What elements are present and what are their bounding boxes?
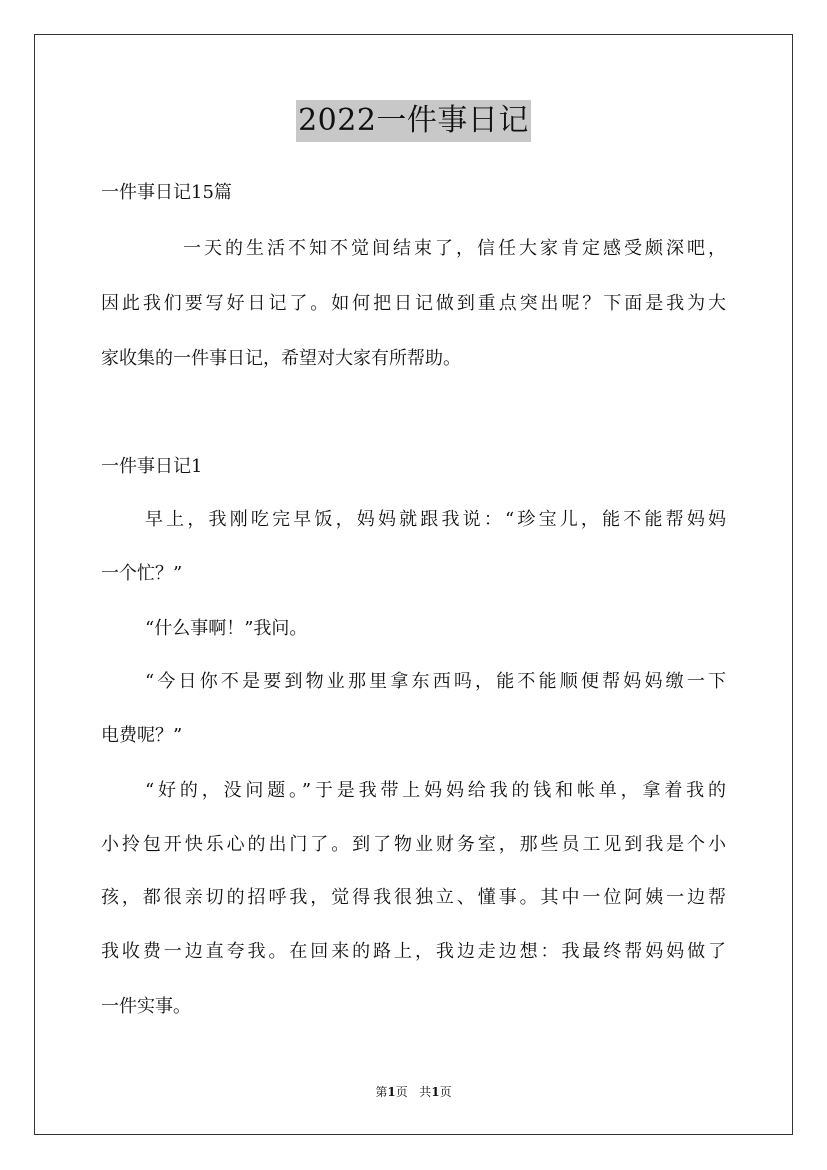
footer-total-number: 1: [431, 1085, 440, 1099]
body-line-2: 一个忙？”: [101, 563, 183, 584]
intro-line-3: 家收集的一件事日记，希望对大家有所帮助。: [101, 348, 461, 369]
body-line-5: 电费呢？”: [101, 725, 183, 746]
body-line-6: “好的，没问题。”于是我带上妈妈给我的钱和帐单，拿着我的: [145, 780, 726, 801]
body-line-8: 孩，都很亲切的招呼我，觉得我很独立、懂事。其中一位阿姨一边帮: [101, 887, 726, 908]
document-title: [0, 100, 827, 142]
body-line-3: “什么事啊！”我问。: [145, 618, 308, 639]
section-heading: 一件事日记1: [101, 456, 203, 477]
body-line-7: 小拎包开快乐心的出门了。到了物业财务室，那些员工见到我是个小: [101, 834, 726, 855]
document-title-text: 2022一件事日记: [296, 100, 531, 142]
body-line-9: 我收费一边直夸我。在回来的路上，我边走边想：我最终帮妈妈做了: [101, 941, 726, 962]
page-footer: [0, 1084, 827, 1100]
footer-page-prefix: 第: [375, 1085, 388, 1099]
body-line-4: “今日你不是要到物业那里拿东西吗，能不能顺便帮妈妈缴一下: [145, 671, 726, 692]
footer-page-suffix: 页: [395, 1085, 408, 1099]
intro-line-1: 一天的生活不知不觉间结束了，信任大家肯定感受颇深吧，: [183, 238, 726, 259]
subtitle: 一件事日记15篇: [101, 182, 232, 203]
footer-page-number: 1: [387, 1085, 396, 1099]
footer-total-prefix: 共: [419, 1085, 432, 1099]
body-line-10: 一件实事。: [101, 996, 191, 1017]
body-line-1: 早上，我刚吃完早饭，妈妈就跟我说：“珍宝儿，能不能帮妈妈: [145, 509, 726, 530]
intro-line-2: 因此我们要写好日记了。如何把日记做到重点突出呢？下面是我为大: [101, 293, 726, 314]
footer-total-suffix: 页: [439, 1085, 452, 1099]
